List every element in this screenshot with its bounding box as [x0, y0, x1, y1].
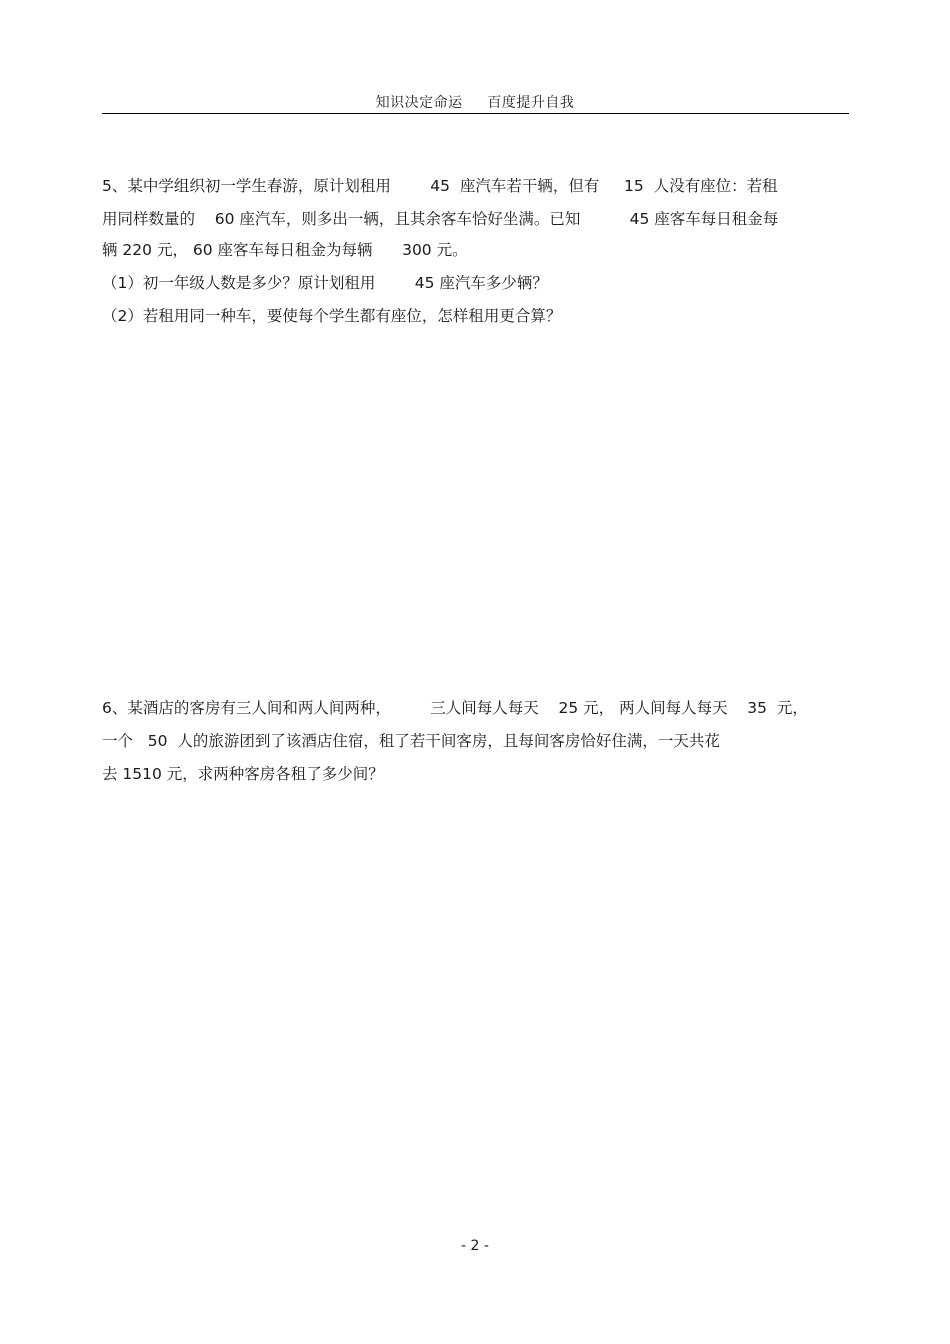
problem-5-question-1: （1）初一年级人数是多少？原计划租用 45 座汽车多少辆？ — [102, 274, 548, 292]
problem-5-question-2: （2）若租用同一种车，要使每个学生都有座位，怎样租用更合算？ — [102, 307, 562, 325]
problem-5-line-2: 用同样数量的 60 座汽车，则多出一辆，且其余客车恰好坐满。已知 45 座客车每日租金每 — [102, 210, 779, 228]
problem-6-line-3: 去 1510 元，求两种客房各租了多少间？ — [102, 765, 384, 783]
page-header-title: 知识决定命运 百度提升自我 — [375, 95, 575, 111]
problem-5-line-3: 辆 220 元， 60 座客车每日租金为每辆 300 元。 — [102, 241, 468, 259]
problem-5-line-1: 5、某中学组织初一学生春游，原计划租用 45 座汽车若干辆，但有 15 人没有座位：若租 — [102, 177, 778, 195]
problem-6-line-1: 6、某酒店的客房有三人间和两人间两种， 三人间每人每天 25 元， 两人间每人每天 35 元， — [102, 699, 808, 717]
page-number: - 2 - — [461, 1238, 489, 1254]
problem-6-line-2: 一个 50 人的旅游团到了该酒店住宿，租了若干间客房，且每间客房恰好住满，一天共花 — [102, 732, 720, 750]
header-divider — [102, 113, 849, 114]
